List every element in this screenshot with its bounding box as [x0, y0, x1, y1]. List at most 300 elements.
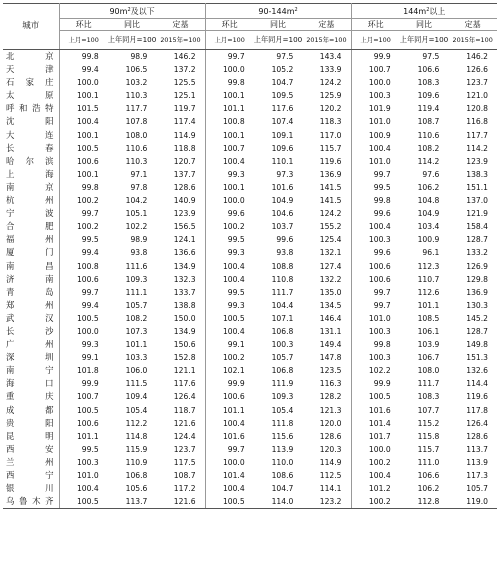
- index-value-cell: 105.7: [125, 300, 148, 310]
- index-value-cell: 121.9: [466, 209, 488, 219]
- index-value-cell: 151.3: [466, 353, 488, 363]
- index-value-cell: 106.8: [271, 366, 294, 376]
- index-value-cell: 101.8: [76, 366, 99, 376]
- index-value-cell: 115.9: [125, 444, 148, 454]
- city-name-cell: 西安: [3, 443, 59, 456]
- city-name-cell: 长春: [3, 142, 59, 155]
- index-value-cell: 102.1: [222, 366, 245, 376]
- index-value-cell: 103.2: [125, 78, 148, 88]
- index-value-cell: 112.6: [417, 287, 440, 297]
- index-value-cell: 121.6: [156, 495, 205, 509]
- city-name-cell: 合肥: [3, 220, 59, 233]
- index-value-cell: 120.8: [466, 104, 488, 114]
- index-value-cell: 108.6: [271, 471, 294, 480]
- index-value-cell: 114.2: [466, 143, 488, 153]
- index-value-cell: 111.8: [271, 418, 294, 428]
- index-value-cell: 125.1: [156, 89, 205, 102]
- table-row: [3, 338, 497, 351]
- index-value-cell: 101.1: [76, 431, 99, 441]
- index-value-cell: 112.3: [417, 261, 440, 271]
- table-row: [3, 404, 497, 417]
- index-value-cell: 108.8: [271, 261, 294, 271]
- table-row: [3, 142, 497, 155]
- city-name-cell: 杭州: [3, 194, 59, 207]
- index-value-cell: 99.1: [81, 353, 99, 363]
- index-value-cell: 102.2: [125, 222, 148, 232]
- index-value-cell: 101.6: [271, 182, 294, 192]
- index-value-cell: 150.0: [156, 312, 205, 325]
- index-value-cell: 138.3: [466, 169, 488, 179]
- index-value-cell: 112.8: [400, 495, 449, 509]
- index-value-cell: 106.2: [417, 182, 440, 192]
- index-value-cell: 132.3: [156, 273, 205, 286]
- index-value-cell: 115.7: [417, 444, 440, 454]
- base-label-dj: 2015年=100: [302, 31, 351, 50]
- index-value-cell: 119.6: [466, 392, 488, 402]
- index-value-cell: 100.4: [368, 471, 391, 480]
- index-value-cell: 100.5: [205, 495, 254, 509]
- index-value-cell: 100.4: [368, 143, 391, 153]
- index-value-cell: 100.5: [76, 143, 99, 153]
- index-value-cell: 123.9: [466, 156, 488, 166]
- index-value-cell: 119.0: [448, 495, 497, 509]
- city-name-cell: 重庆: [3, 390, 59, 403]
- index-value-cell: 100.2: [222, 222, 245, 232]
- index-value-cell: 100.4: [222, 156, 245, 166]
- index-value-cell: 134.9: [156, 325, 205, 338]
- index-value-cell: 101.0: [368, 313, 391, 323]
- table-row: [3, 76, 497, 89]
- index-value-cell: 100.6: [368, 261, 391, 271]
- index-value-cell: 106.7: [417, 353, 440, 363]
- index-value-cell: 99.3: [81, 340, 99, 350]
- index-value-cell: 112.5: [302, 469, 351, 482]
- index-value-cell: 124.2: [302, 76, 351, 89]
- index-value-cell: 105.7: [271, 353, 294, 363]
- index-value-cell: 109.3: [125, 274, 148, 284]
- index-value-cell: 118.7: [156, 404, 205, 417]
- index-value-cell: 101.5: [76, 104, 99, 114]
- index-value-cell: 132.1: [302, 246, 351, 259]
- index-value-cell: 99.8: [81, 52, 99, 61]
- index-value-cell: 101.0: [76, 471, 99, 480]
- index-value-cell: 101.7: [368, 431, 391, 441]
- table-row: [3, 273, 497, 286]
- index-value-cell: 101.4: [368, 418, 391, 428]
- sub-header-dj: 定基: [448, 19, 497, 31]
- index-value-cell: 100.3: [76, 457, 99, 467]
- index-value-cell: 123.2: [302, 495, 351, 509]
- index-value-cell: 105.4: [125, 405, 148, 415]
- index-value-cell: 130.3: [466, 300, 488, 310]
- table-row: [3, 364, 497, 377]
- city-name-cell: 呼和浩特: [3, 102, 59, 115]
- index-value-cell: 99.6: [373, 209, 391, 219]
- index-value-cell: 117.6: [271, 104, 294, 114]
- city-name-cell: 南昌: [3, 260, 59, 273]
- index-value-cell: 106.6: [417, 65, 440, 75]
- index-value-cell: 120.2: [302, 102, 351, 115]
- index-value-cell: 128.7: [466, 235, 488, 245]
- index-value-cell: 119.6: [302, 155, 351, 168]
- index-value-cell: 107.3: [125, 326, 148, 336]
- index-value-cell: 110.3: [125, 156, 148, 166]
- index-value-cell: 99.9: [81, 379, 99, 389]
- index-value-cell: 129.8: [466, 274, 488, 284]
- index-value-cell: 106.0: [125, 366, 148, 376]
- index-value-cell: 113.9: [466, 457, 488, 467]
- index-value-cell: 99.7: [227, 444, 245, 454]
- table-body: [3, 50, 497, 509]
- city-name-cell: 宁波: [3, 207, 59, 220]
- table-row: [3, 312, 497, 325]
- index-value-cell: 124.1: [156, 233, 205, 246]
- index-value-cell: 93.8: [130, 248, 148, 258]
- index-value-cell: 99.7: [373, 169, 391, 179]
- index-value-cell: 116.3: [302, 377, 351, 390]
- index-value-cell: 99.7: [81, 287, 99, 297]
- index-value-cell: 107.7: [417, 405, 440, 415]
- index-value-cell: 100.4: [368, 222, 391, 232]
- city-name-cell: 济南: [3, 273, 59, 286]
- city-name-cell: 北京: [3, 50, 59, 64]
- city-name-cell: 石家庄: [3, 76, 59, 89]
- index-value-cell: 134.5: [302, 299, 351, 312]
- table-row: [3, 50, 497, 64]
- index-value-cell: 132.6: [466, 366, 488, 376]
- index-value-cell: 98.9: [130, 52, 148, 61]
- sub-header-hb: 环比: [59, 19, 108, 31]
- index-value-cell: 127.4: [302, 260, 351, 273]
- index-value-cell: 123.9: [156, 207, 205, 220]
- city-name-cell: 上海: [3, 168, 59, 181]
- index-value-cell: 100.0: [368, 78, 391, 88]
- sub-header-tb: 同比: [400, 19, 449, 31]
- index-value-cell: 104.9: [417, 209, 440, 219]
- city-name-cell: 广州: [3, 338, 59, 351]
- table-row: [3, 417, 497, 430]
- index-value-cell: 99.7: [81, 209, 99, 219]
- group-header-under-90: $90m^2$及以下: [59, 4, 205, 19]
- city-name-cell: 乌鲁木齐: [3, 495, 59, 509]
- table-row: [3, 115, 497, 128]
- index-value-cell: 123.5: [302, 364, 351, 377]
- index-value-cell: 156.5: [156, 220, 205, 233]
- index-value-cell: 109.6: [417, 91, 440, 101]
- index-value-cell: 99.5: [81, 444, 99, 454]
- index-value-cell: 99.5: [373, 182, 391, 192]
- index-value-cell: 97.1: [130, 169, 148, 179]
- index-value-cell: 101.1: [125, 340, 148, 350]
- index-value-cell: 99.3: [227, 300, 245, 310]
- index-value-cell: 104.7: [271, 484, 294, 494]
- index-value-cell: 97.5: [422, 52, 440, 61]
- city-name-cell: 昆明: [3, 430, 59, 443]
- index-value-cell: 151.1: [466, 182, 488, 192]
- index-value-cell: 109.5: [271, 91, 294, 101]
- index-value-cell: 100.4: [76, 117, 99, 127]
- index-value-cell: 100.5: [76, 405, 99, 415]
- city-name-cell: 南宁: [3, 364, 59, 377]
- index-value-cell: 120.3: [302, 443, 351, 456]
- index-value-cell: 106.1: [417, 326, 440, 336]
- index-value-cell: 132.2: [302, 273, 351, 286]
- base-label-tb: 上年同月=100: [108, 31, 157, 50]
- index-value-cell: 100.0: [222, 65, 245, 75]
- index-value-cell: 100.7: [76, 392, 99, 402]
- index-value-cell: 106.5: [125, 65, 148, 75]
- city-name-cell: 大连: [3, 129, 59, 142]
- index-value-cell: 100.5: [76, 313, 99, 323]
- base-label-dj: 2015年=100: [156, 31, 205, 50]
- index-value-cell: 116.8: [466, 117, 488, 127]
- index-value-cell: 108.3: [417, 78, 440, 88]
- index-value-cell: 111.6: [125, 261, 148, 271]
- index-value-cell: 141.5: [302, 194, 351, 207]
- index-value-cell: 111.5: [125, 379, 148, 389]
- index-value-cell: 126.6: [466, 65, 488, 75]
- index-value-cell: 100.0: [222, 196, 245, 206]
- index-value-cell: 117.4: [156, 115, 205, 128]
- index-value-cell: 117.8: [466, 405, 488, 415]
- index-value-cell: 109.1: [271, 130, 294, 140]
- index-value-cell: 100.6: [76, 418, 99, 428]
- index-value-cell: 101.6: [222, 431, 245, 441]
- index-value-cell: 119.4: [417, 104, 440, 114]
- index-value-cell: 100.2: [368, 457, 391, 467]
- index-value-cell: 100.2: [351, 495, 400, 509]
- index-value-cell: 117.5: [156, 456, 205, 469]
- index-value-cell: 143.4: [302, 50, 351, 64]
- index-value-cell: 99.5: [81, 235, 99, 245]
- index-value-cell: 110.6: [125, 143, 148, 153]
- index-value-cell: 131.1: [302, 325, 351, 338]
- group-header-90-144: $90-144m^2$: [205, 4, 351, 19]
- index-value-cell: 107.4: [271, 117, 294, 127]
- index-value-cell: 100.4: [76, 484, 99, 494]
- index-value-cell: 100.1: [76, 169, 99, 179]
- index-value-cell: 100.6: [222, 392, 245, 402]
- sub-header-tb: 同比: [254, 19, 303, 31]
- index-value-cell: 100.2: [76, 222, 99, 232]
- table-row: [3, 194, 497, 207]
- index-value-cell: 115.8: [417, 431, 440, 441]
- city-name-cell: 青岛: [3, 286, 59, 299]
- table-header: [3, 4, 497, 50]
- index-value-cell: 111.9: [271, 379, 294, 389]
- index-value-cell: 117.2: [156, 482, 205, 495]
- index-value-cell: 99.8: [227, 78, 245, 88]
- index-value-cell: 128.6: [156, 181, 205, 194]
- index-value-cell: 133.9: [302, 63, 351, 76]
- base-label-dj: 2015年=100: [448, 31, 497, 50]
- table-row: [3, 168, 497, 181]
- index-value-cell: 105.7: [466, 484, 488, 494]
- city-column-header: 城市: [3, 4, 59, 50]
- index-value-cell: 108.0: [417, 366, 440, 376]
- group-header-over-144: $144m^2$以上: [351, 4, 497, 19]
- index-value-cell: 158.4: [466, 222, 488, 232]
- index-value-cell: 121.3: [302, 404, 351, 417]
- index-value-cell: 108.7: [156, 469, 205, 482]
- index-value-cell: 138.8: [156, 299, 205, 312]
- index-value-cell: 100.0: [368, 444, 391, 454]
- city-name-cell: 太原: [3, 89, 59, 102]
- city-name-cell: 福州: [3, 233, 59, 246]
- city-name-cell: 西宁: [3, 469, 59, 482]
- index-value-cell: 117.0: [302, 129, 351, 142]
- index-value-cell: 104.8: [417, 196, 440, 206]
- index-value-cell: 124.4: [156, 430, 205, 443]
- index-value-cell: 146.4: [302, 312, 351, 325]
- index-value-cell: 100.7: [368, 65, 391, 75]
- index-value-cell: 100.3: [368, 91, 391, 101]
- index-value-cell: 124.2: [302, 207, 351, 220]
- index-value-cell: 117.3: [466, 471, 488, 480]
- index-value-cell: 111.1: [125, 287, 148, 297]
- index-value-cell: 99.8: [81, 182, 99, 192]
- index-value-cell: 100.8: [76, 261, 99, 271]
- index-value-cell: 100.1: [76, 130, 99, 140]
- index-value-cell: 93.8: [276, 248, 294, 258]
- base-label-hb: 上月=100: [59, 31, 108, 50]
- base-label-tb: 上年同月=100: [254, 31, 303, 50]
- index-value-cell: 106.6: [417, 471, 440, 480]
- index-value-cell: 128.6: [466, 431, 488, 441]
- index-value-cell: 104.2: [125, 196, 148, 206]
- index-value-cell: 110.6: [417, 130, 440, 140]
- index-value-cell: 100.2: [222, 353, 245, 363]
- index-value-cell: 149.8: [466, 340, 488, 350]
- index-value-cell: 111.7: [271, 287, 294, 297]
- table-row: [3, 181, 497, 194]
- city-name-cell: 厦门: [3, 246, 59, 259]
- index-value-cell: 102.2: [368, 366, 391, 376]
- base-label-hb: 上月=100: [351, 31, 400, 50]
- index-value-cell: 109.3: [271, 392, 294, 402]
- table-row: [3, 89, 497, 102]
- index-value-cell: 152.8: [156, 351, 205, 364]
- city-name-cell: 南京: [3, 181, 59, 194]
- index-value-cell: 106.2: [417, 484, 440, 494]
- index-value-cell: 150.6: [156, 338, 205, 351]
- index-value-cell: 120.0: [302, 417, 351, 430]
- index-value-cell: 141.5: [302, 181, 351, 194]
- index-value-cell: 101.9: [368, 104, 391, 114]
- table-row: [3, 207, 497, 220]
- table-row: [3, 220, 497, 233]
- index-value-cell: 100.5: [368, 392, 391, 402]
- index-value-cell: 100.4: [222, 274, 245, 284]
- index-value-cell: 100.7: [222, 143, 245, 153]
- price-index-table-wrapper: [3, 3, 497, 509]
- index-value-cell: 105.4: [271, 405, 294, 415]
- index-value-cell: 107.8: [125, 117, 148, 127]
- index-value-cell: 99.4: [81, 300, 99, 310]
- table-row: [3, 456, 497, 469]
- index-value-cell: 110.0: [271, 457, 294, 467]
- index-value-cell: 133.2: [466, 248, 488, 258]
- index-value-cell: 107.1: [271, 313, 294, 323]
- index-value-cell: 97.3: [276, 169, 294, 179]
- table-row: [3, 325, 497, 338]
- table-row: [3, 430, 497, 443]
- index-value-cell: 101.1: [222, 405, 245, 415]
- index-value-cell: 155.2: [302, 220, 351, 233]
- index-value-cell: 114.9: [156, 129, 205, 142]
- index-value-cell: 100.5: [59, 495, 108, 509]
- index-value-cell: 97.5: [276, 52, 294, 61]
- index-value-cell: 100.4: [222, 418, 245, 428]
- index-value-cell: 99.5: [227, 287, 245, 297]
- index-value-cell: 128.2: [302, 390, 351, 403]
- index-value-cell: 96.1: [422, 248, 440, 258]
- index-value-cell: 136.6: [156, 246, 205, 259]
- index-value-cell: 103.3: [125, 353, 148, 363]
- index-value-cell: 100.0: [222, 457, 245, 467]
- table-row: [3, 495, 497, 509]
- index-value-cell: 100.6: [76, 274, 99, 284]
- index-value-cell: 135.0: [302, 286, 351, 299]
- city-name-cell: 银川: [3, 482, 59, 495]
- table-row: [3, 246, 497, 259]
- index-value-cell: 99.3: [227, 169, 245, 179]
- index-value-cell: 99.7: [373, 300, 391, 310]
- table-row: [3, 443, 497, 456]
- index-value-cell: 98.9: [130, 235, 148, 245]
- index-value-cell: 136.9: [302, 168, 351, 181]
- index-value-cell: 108.7: [417, 117, 440, 127]
- index-value-cell: 99.6: [227, 209, 245, 219]
- index-value-cell: 114.9: [302, 456, 351, 469]
- index-value-cell: 125.9: [302, 89, 351, 102]
- index-value-cell: 117.7: [466, 130, 488, 140]
- index-value-cell: 104.4: [271, 300, 294, 310]
- index-value-cell: 110.7: [417, 274, 440, 284]
- index-value-cell: 128.7: [466, 326, 488, 336]
- index-value-cell: 146.2: [466, 52, 488, 61]
- index-value-cell: 108.3: [417, 392, 440, 402]
- index-value-cell: 108.2: [417, 143, 440, 153]
- index-value-cell: 99.3: [227, 248, 245, 258]
- index-value-cell: 100.9: [417, 235, 440, 245]
- index-value-cell: 103.7: [271, 222, 294, 232]
- index-value-cell: 125.4: [302, 233, 351, 246]
- index-value-cell: 99.9: [227, 379, 245, 389]
- sub-header-hb: 环比: [205, 19, 254, 31]
- index-value-cell: 134.9: [156, 260, 205, 273]
- index-value-cell: 147.8: [302, 351, 351, 364]
- index-value-cell: 120.7: [156, 155, 205, 168]
- index-value-cell: 99.9: [373, 379, 391, 389]
- index-value-cell: 101.6: [368, 405, 391, 415]
- index-value-cell: 106.8: [125, 471, 148, 480]
- table-row: [3, 286, 497, 299]
- index-value-cell: 101.0: [368, 117, 391, 127]
- table-row: [3, 63, 497, 76]
- city-name-cell: 贵阳: [3, 417, 59, 430]
- index-value-cell: 99.4: [81, 65, 99, 75]
- sub-header-tb: 同比: [108, 19, 157, 31]
- index-value-cell: 146.2: [156, 50, 205, 64]
- table-row: [3, 351, 497, 364]
- index-value-cell: 101.1: [222, 104, 245, 114]
- index-value-cell: 99.9: [373, 52, 391, 61]
- city-name-cell: 海口: [3, 377, 59, 390]
- index-value-cell: 126.9: [466, 261, 488, 271]
- table-row: [3, 469, 497, 482]
- index-value-cell: 109.4: [125, 392, 148, 402]
